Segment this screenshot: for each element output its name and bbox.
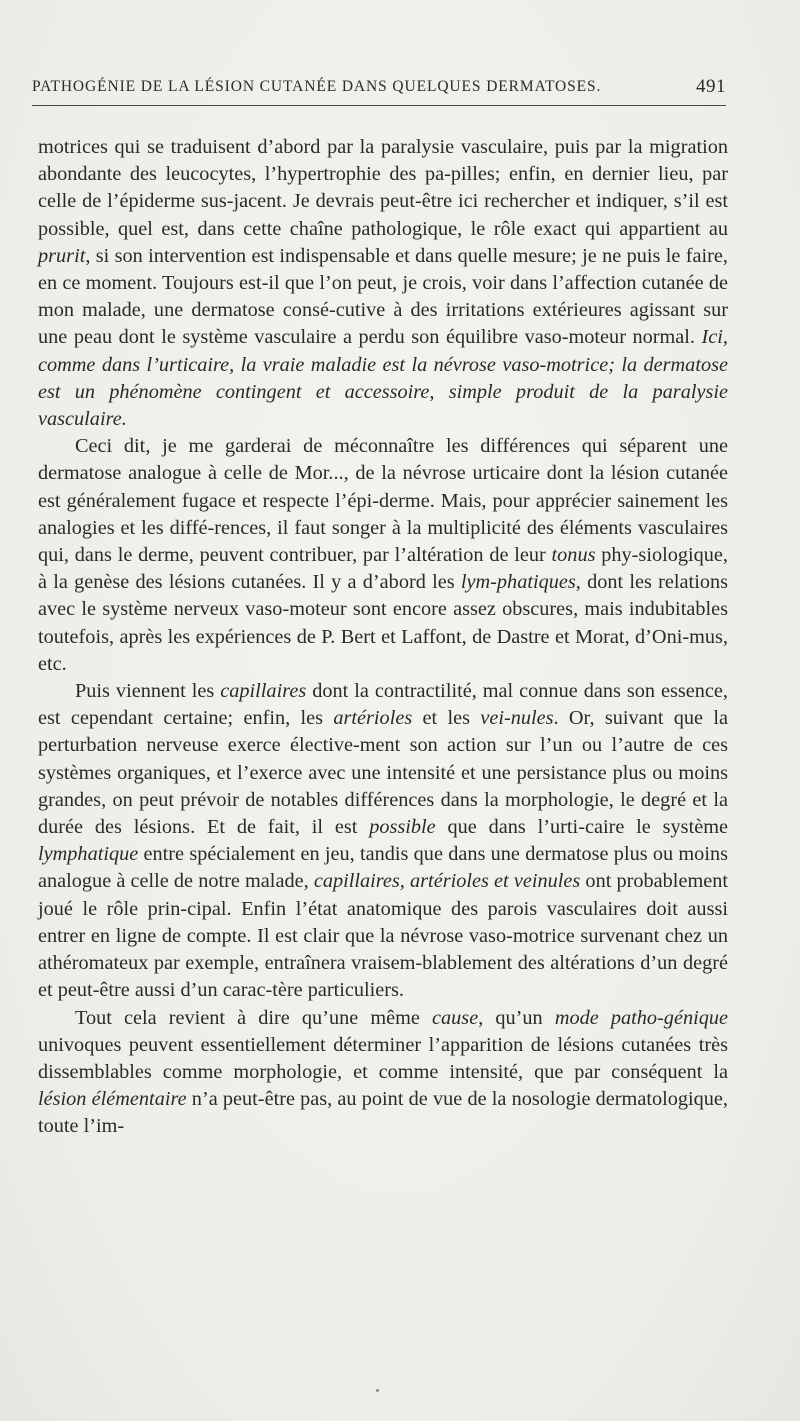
body-text [38, 134, 728, 1141]
text-segment: , dont les relations avec le système nerveux vaso-moteur sont encore assez obscures, mais indubitables toutefois, après les expériences de P. Bert et Laffont, de Dastre et Morat, d’Oni-mus, etc. [38, 571, 728, 675]
text-segment: , qu’un [478, 1006, 555, 1029]
paragraph [38, 678, 728, 1004]
text-segment: . Or, suivant que la perturbation nerveuse exerce élective-ment son action sur l’un ou l’autre de ces systèmes organiques, et l’exerce avec une intensité et une persistance plus ou moins grandes, on peut prévoir de notables différences dans la morphologie, le degré et la durée des lésions. Et de fait, il est [38, 707, 728, 839]
text-segment: Tout cela revient à dire qu’une même [75, 1006, 433, 1029]
italic-text-segment: cause [432, 1006, 479, 1029]
text-segment: ont probablement joué le rôle prin-cipal. Enfin l’état anatomique des parois vasculaires doit aussi entrer en ligne de compte. Il est clair que la névrose vaso-motrice survenant chez un athéromateux par exemple, entraînera vraisem-blablement des altérations d’un degré et peut-être aussi d’un carac-tère particuliers. [38, 870, 728, 1002]
paper-speck [376, 1389, 379, 1392]
italic-text-segment: mode patho-génique [554, 1006, 729, 1029]
text-segment: dont la contractilité, mal connue dans son essence, est cependant certaine; enfin, les [38, 680, 728, 730]
italic-text-segment: lym-phatiques [460, 571, 576, 594]
italic-text-segment: capillaires, artérioles et veinules [313, 870, 581, 893]
italic-text-segment: capillaires [220, 680, 307, 703]
italic-text-segment: tonus [551, 544, 596, 567]
header-rule [32, 105, 726, 106]
italic-text-segment: Ici, comme dans l’urticaire, la vraie maladie est la névrose vaso-motrice; la dermatose est un phénomène contingent et accessoire, simple produit de la paralysie vasculaire. [38, 326, 728, 431]
italic-text-segment: prurit [38, 244, 86, 267]
italic-text-segment: lymphatique [38, 843, 139, 866]
paragraph [38, 433, 728, 678]
italic-text-segment: lésion élémentaire [38, 1088, 187, 1111]
running-title: PATHOGÉNIE DE LA LÉSION CUTANÉE DANS QUELQUES DERMATOSES. [32, 78, 602, 95]
text-segment: univoques peuvent essentiellement déterminer l’apparition de lésions cutanées très dissemblables comme morphologie, et comme intensité, que par conséquent la [38, 1033, 728, 1083]
text-segment: Puis viennent les [75, 680, 221, 703]
italic-text-segment: possible [369, 816, 436, 839]
text-segment: , si son intervention est indispensable et dans quelle mesure; je ne puis le faire, en ce moment. Toujours est-il que l’on peut, je crois, voir dans l’affection cutanée de mon malade, une dermatose consé-cutive à des irritations extérieures agissant sur une peau dont le système vasculaire a perdu son équilibre vaso-moteur normal. [38, 244, 728, 349]
running-header [32, 76, 726, 100]
page-number: 491 [696, 76, 726, 97]
text-segment: Ceci dit, je me garderai de méconnaître les différences qui séparent une dermatose analogue à celle de Mor..., de la névrose urticaire dont la lésion cutanée est généralement fugace et respecte l’épi-derme. Mais, pour apprécier sainement les analogies et les diffé-rences, il faut songer à la multiplicité des éléments vasculaires qui, dans le derme, peuvent contribuer, par l’altération de leur [38, 435, 728, 567]
paragraph [38, 1005, 728, 1141]
text-segment: que dans l’urti-caire le système [435, 816, 728, 839]
italic-text-segment: vei-nules [480, 707, 554, 730]
text-segment: entre spécialement en jeu, tandis que dans une dermatose plus ou moins analogue à celle de notre malade, [38, 843, 728, 893]
text-segment: motrices qui se traduisent d’abord par la paralysie vasculaire, puis par la migration abondante des leucocytes, l’hypertrophie des pa-pilles; enfin, en dernier lieu, par celle de l’épiderme sus-jacent. Je devrais peut-être ici rechercher et indiquer, s’il est possible, quel est, dans cette chaîne pathologique, le rôle exact qui appartient au [38, 136, 728, 240]
text-segment: n’a peut-être pas, au point de vue de la nosologie dermatologique, toute l’im- [38, 1088, 728, 1138]
text-segment: phy-siologique, à la genèse des lésions cutanées. Il y a d’abord les [38, 544, 728, 594]
italic-text-segment: artérioles [333, 707, 413, 730]
text-segment: et les [412, 707, 481, 730]
paragraph [38, 134, 728, 433]
